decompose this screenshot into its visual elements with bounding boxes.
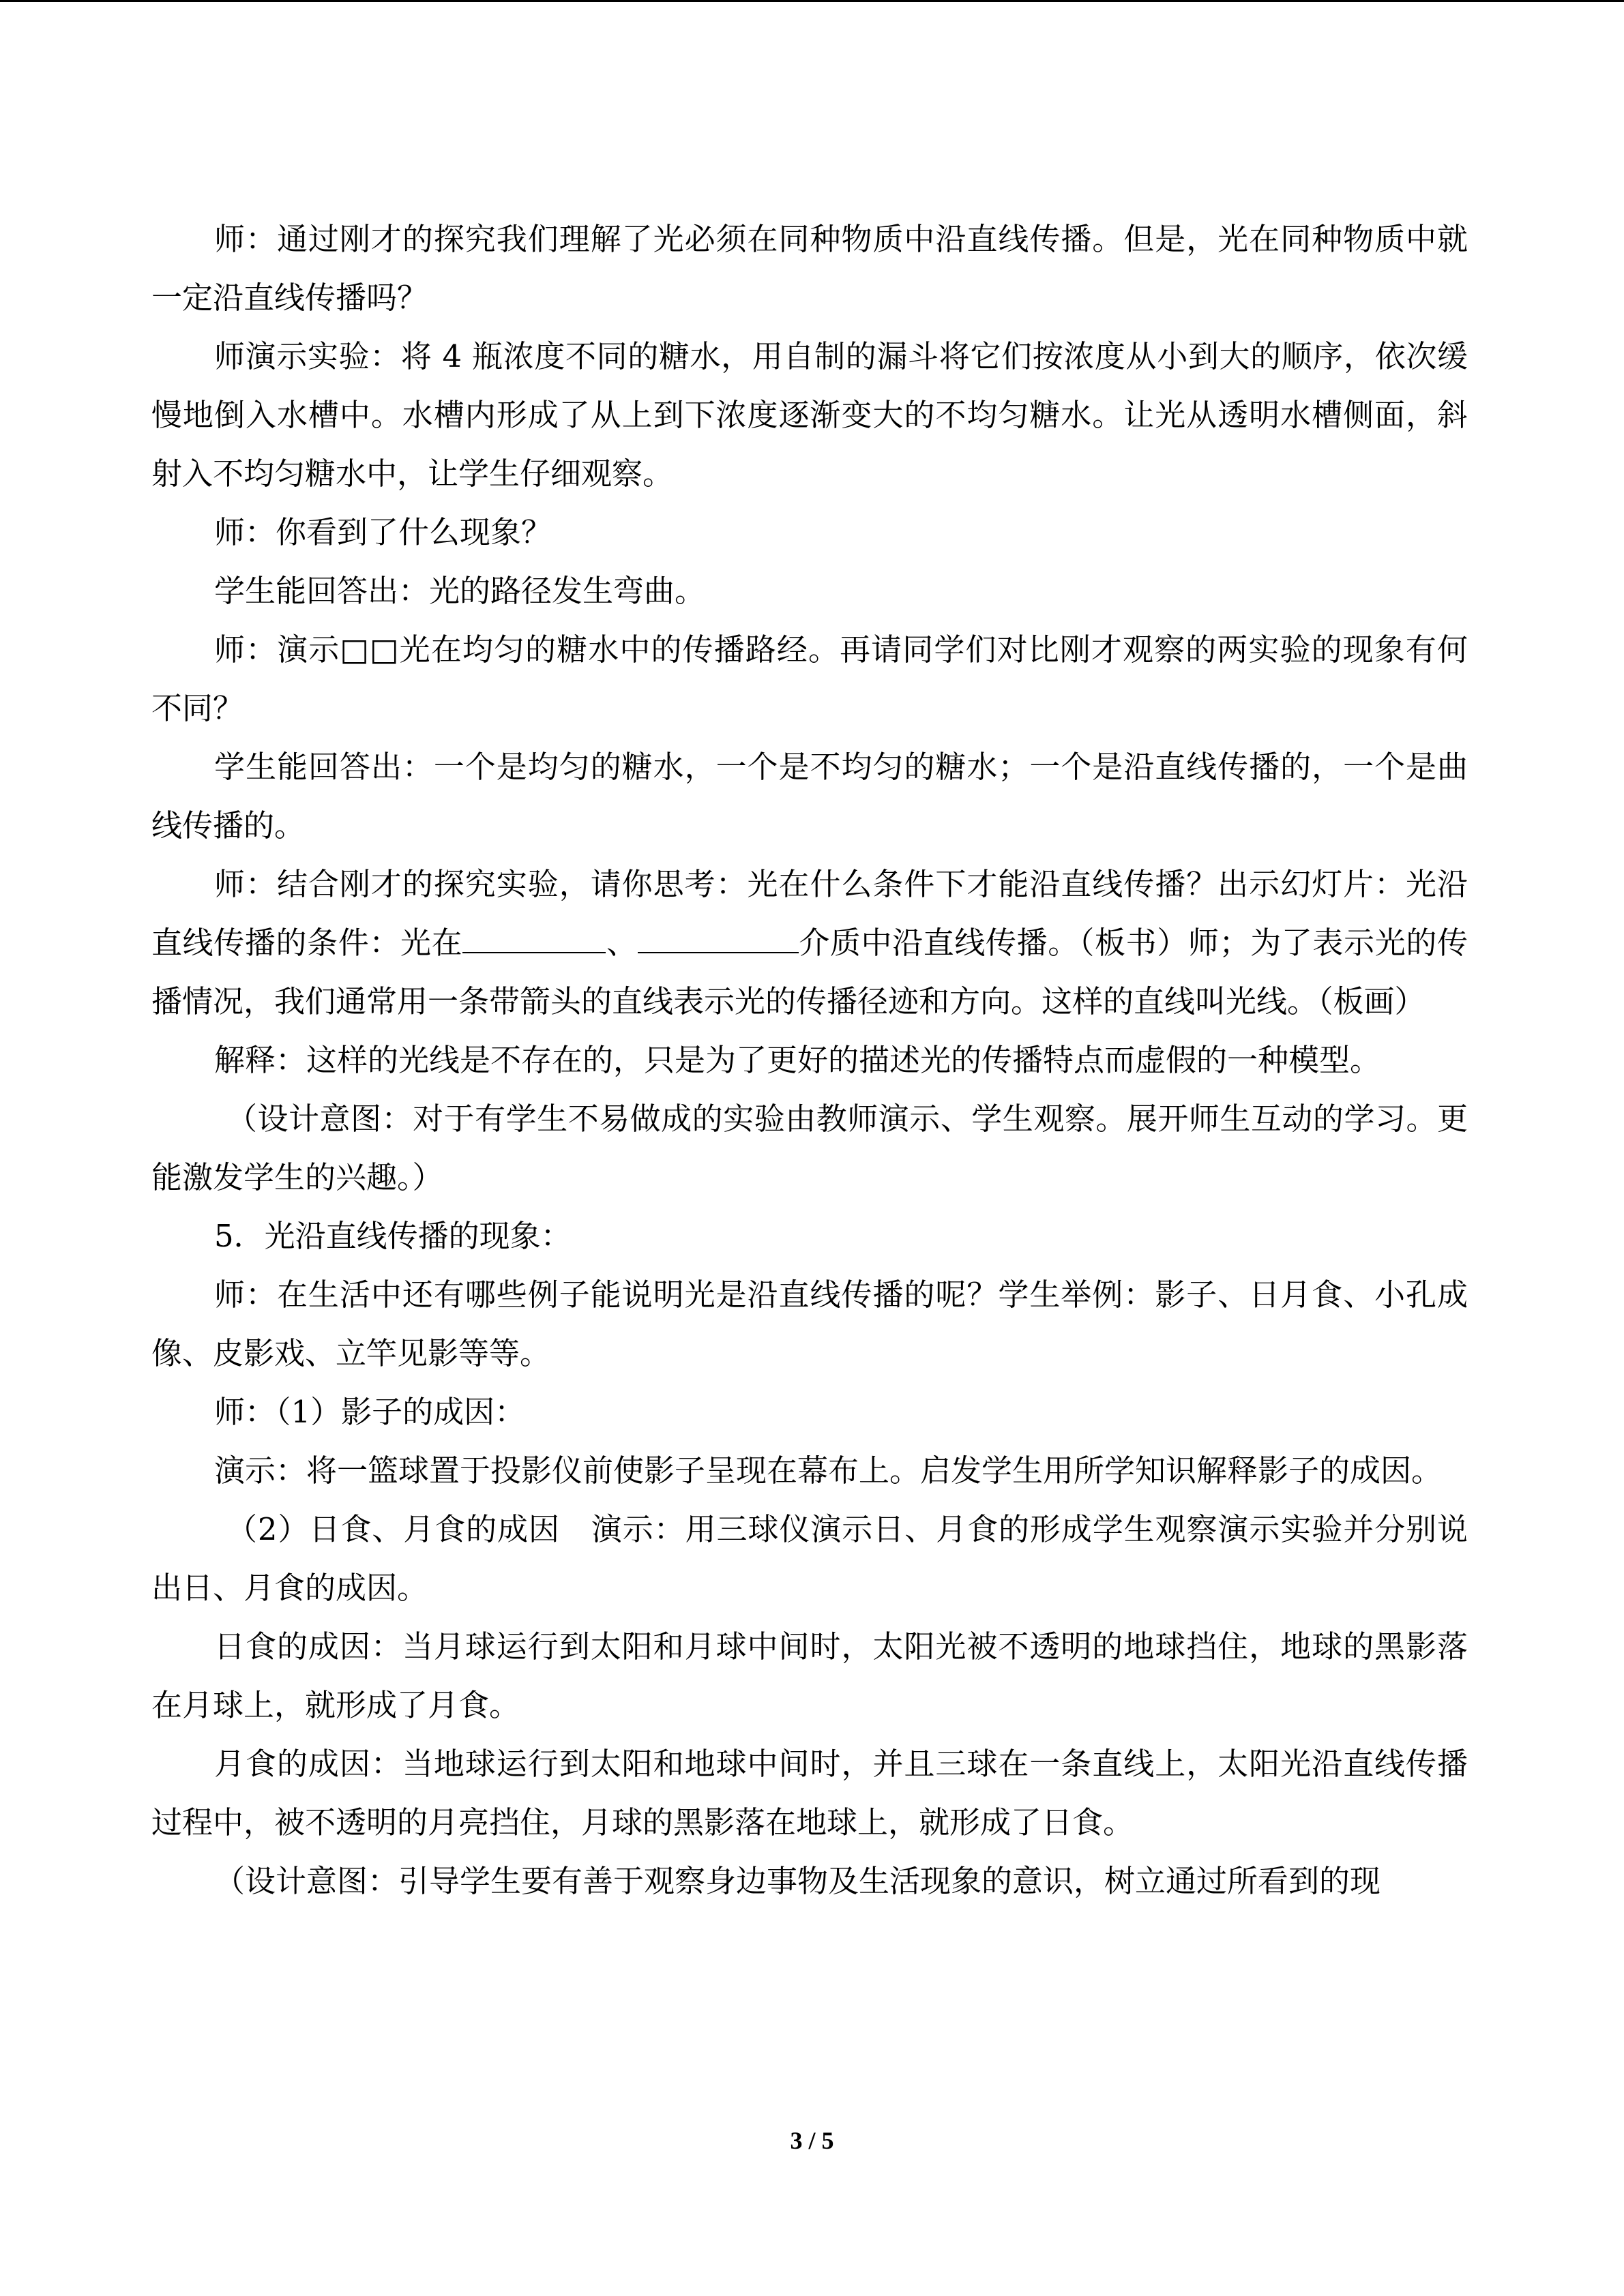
paragraph: 解释：这样的光线是不存在的，只是为了更好的描述光的传播特点而虚假的一种模型。: [214, 1042, 1381, 1078]
paragraph: 师：你看到了什么现象？: [214, 514, 552, 550]
section-heading: 5．光沿直线传播的现象：: [214, 1218, 572, 1254]
top-border-line: [0, 0, 1624, 2]
paragraph: 师：演示□□光在均匀的糖水中的传播路经。再请同学们对比刚才观察的两实验的现象有何不同？: [151, 631, 1468, 726]
paragraph: 日食的成因：当月球运行到太阳和月球中间时，太阳光被不透明的地球挡住，地球的黑影落在月球上，就形成了月食。: [151, 1628, 1468, 1723]
page-number: 3 / 5: [790, 2127, 834, 2154]
paragraph: 师：在生活中还有哪些例子能说明光是沿直线传播的呢？学生举例：影子、日月食、小孔成像、皮影戏、立竿见影等等。: [151, 1277, 1468, 1371]
paragraph: （2）日食、月食的成因 演示：用三球仪演示日、月食的形成学生观察演示实验并分别说出日、月食的成因。: [151, 1511, 1468, 1606]
paragraph-design-note: （设计意图：对于有学生不易做成的实验由教师演示、学生观察。展开师生互动的学习。更能激发学生的兴趣。）: [151, 1101, 1468, 1195]
paragraph: 学生能回答出：一个是均匀的糖水，一个是不均匀的糖水；一个是沿直线传播的，一个是曲线传播的。: [151, 749, 1468, 844]
paragraph-design-note: （设计意图：引导学生要有善于观察身边事物及生活现象的意识，树立通过所看到的现: [214, 1863, 1381, 1899]
paragraph: 月食的成因：当地球运行到太阳和地球中间时，并且三球在一条直线上，太阳光沿直线传播过程中，被不透明的月亮挡住，月球的黑影落在地球上，就形成了日食。: [151, 1746, 1468, 1840]
paragraph-part: 、: [606, 925, 638, 961]
document-body: [151, 210, 1468, 1911]
paragraph-with-blanks: [151, 855, 1468, 1031]
paragraph-part: 介质中沿直线传播。（板书）师；为了表示光的传播情况，我们通常用一条带箭头的直线表示光的传播径迹和方向。这样的直线叫光线。（板画）: [151, 925, 1468, 1019]
paragraph: 演示：将一篮球置于投影仪前使影子呈现在幕布上。启发学生用所学知识解释影子的成因。: [214, 1452, 1443, 1489]
paragraph-part: 师：结合刚才的探究实验，请你思考：光在什么条件下才能沿直线传播？出示幻灯片：光沿直线传播的条件：光在: [151, 866, 1468, 961]
fill-in-blank-2: [638, 921, 799, 953]
paragraph: 学生能回答出：光的路径发生弯曲。: [214, 573, 706, 609]
paragraph: 师：通过刚才的探究我们理解了光必须在同种物质中沿直线传播。但是，光在同种物质中就一定沿直线传播吗？: [151, 221, 1468, 316]
paragraph: 师演示实验：将 4 瓶浓度不同的糖水，用自制的漏斗将它们按浓度从小到大的顺序，依次缓慢地倒入水槽中。水槽内形成了从上到下浓度逐渐变大的不均匀糖水。让光从透明水槽侧面，斜射入不均匀糖水中，让学生仔细观察。: [151, 338, 1468, 492]
paragraph: 师：（1）影子的成因：: [214, 1394, 526, 1430]
fill-in-blank-1: [462, 921, 606, 953]
